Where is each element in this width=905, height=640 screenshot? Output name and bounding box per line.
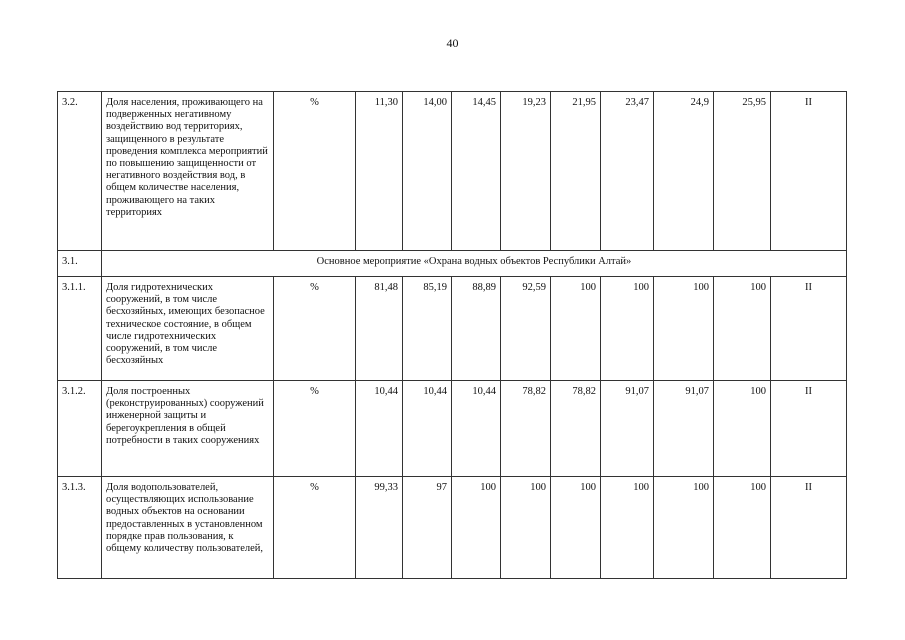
value-cell: 100 xyxy=(501,477,551,579)
value-cell: 10,44 xyxy=(403,381,452,477)
type-code-cell: II xyxy=(771,477,847,579)
value-cell: 21,95 xyxy=(551,92,601,251)
value-cell: 91,07 xyxy=(654,381,714,477)
value-cell: 25,95 xyxy=(714,92,771,251)
indicator-name-cell: Доля гидротехнических сооружений, в том числе бесхозяйных, имеющих безопасное техническое состояние, в общем числе гидротехнических сооружений, в том числе бесхозяйных xyxy=(102,277,274,381)
row-number-cell: 3.2. xyxy=(58,92,102,251)
indicator-name-cell: Доля населения, проживающего на подверженных негативному воздействию вод территориях, защищенного в результате проведения комплекса мероприятий по повышению защищенности от негативного воздействия вод, в общем количестве населения, проживающего на таких территориях xyxy=(102,92,274,251)
value-cell: 100 xyxy=(551,277,601,381)
value-cell: 78,82 xyxy=(501,381,551,477)
value-cell: 10,44 xyxy=(356,381,403,477)
value-cell: 14,45 xyxy=(452,92,501,251)
row-number-cell: 3.1.1. xyxy=(58,277,102,381)
value-cell: 10,44 xyxy=(452,381,501,477)
value-cell: 100 xyxy=(601,277,654,381)
value-cell: 100 xyxy=(551,477,601,579)
value-cell: 100 xyxy=(714,277,771,381)
value-cell: 100 xyxy=(452,477,501,579)
value-cell: 14,00 xyxy=(403,92,452,251)
indicator-name-cell: Доля водопользователей, осуществляющих использование водных объектов на основании предоставленных в установленном порядке прав пользования, к общему количеству пользователей, xyxy=(102,477,274,579)
value-cell: 24,9 xyxy=(654,92,714,251)
value-cell: 88,89 xyxy=(452,277,501,381)
value-cell: 11,30 xyxy=(356,92,403,251)
unit-cell: % xyxy=(274,381,356,477)
indicator-name-cell: Доля построенных (реконструированных) сооружений инженерной защиты и берегоукрепления в общей потребности в таких сооружениях xyxy=(102,381,274,477)
value-cell: 92,59 xyxy=(501,277,551,381)
value-cell: 19,23 xyxy=(501,92,551,251)
value-cell: 78,82 xyxy=(551,381,601,477)
value-cell: 91,07 xyxy=(601,381,654,477)
table-row xyxy=(58,477,847,579)
value-cell: 99,33 xyxy=(356,477,403,579)
value-cell: 100 xyxy=(714,381,771,477)
section-title-cell: Основное мероприятие «Охрана водных объектов Республики Алтай» xyxy=(102,251,847,277)
table-row xyxy=(58,92,847,251)
unit-cell: % xyxy=(274,92,356,251)
table-row xyxy=(58,381,847,477)
value-cell: 97 xyxy=(403,477,452,579)
value-cell: 100 xyxy=(601,477,654,579)
type-code-cell: II xyxy=(771,92,847,251)
value-cell: 100 xyxy=(654,477,714,579)
value-cell: 81,48 xyxy=(356,277,403,381)
unit-cell: % xyxy=(274,477,356,579)
table-row xyxy=(58,277,847,381)
section-row xyxy=(58,251,847,277)
page-number: 40 xyxy=(446,36,459,50)
row-number-cell: 3.1.3. xyxy=(58,477,102,579)
unit-cell: % xyxy=(274,277,356,381)
row-number-cell: 3.1.2. xyxy=(58,381,102,477)
type-code-cell: II xyxy=(771,277,847,381)
value-cell: 23,47 xyxy=(601,92,654,251)
indicators-table xyxy=(57,91,847,579)
value-cell: 85,19 xyxy=(403,277,452,381)
section-number-cell: 3.1. xyxy=(58,251,102,277)
value-cell: 100 xyxy=(654,277,714,381)
value-cell: 100 xyxy=(714,477,771,579)
type-code-cell: II xyxy=(771,381,847,477)
